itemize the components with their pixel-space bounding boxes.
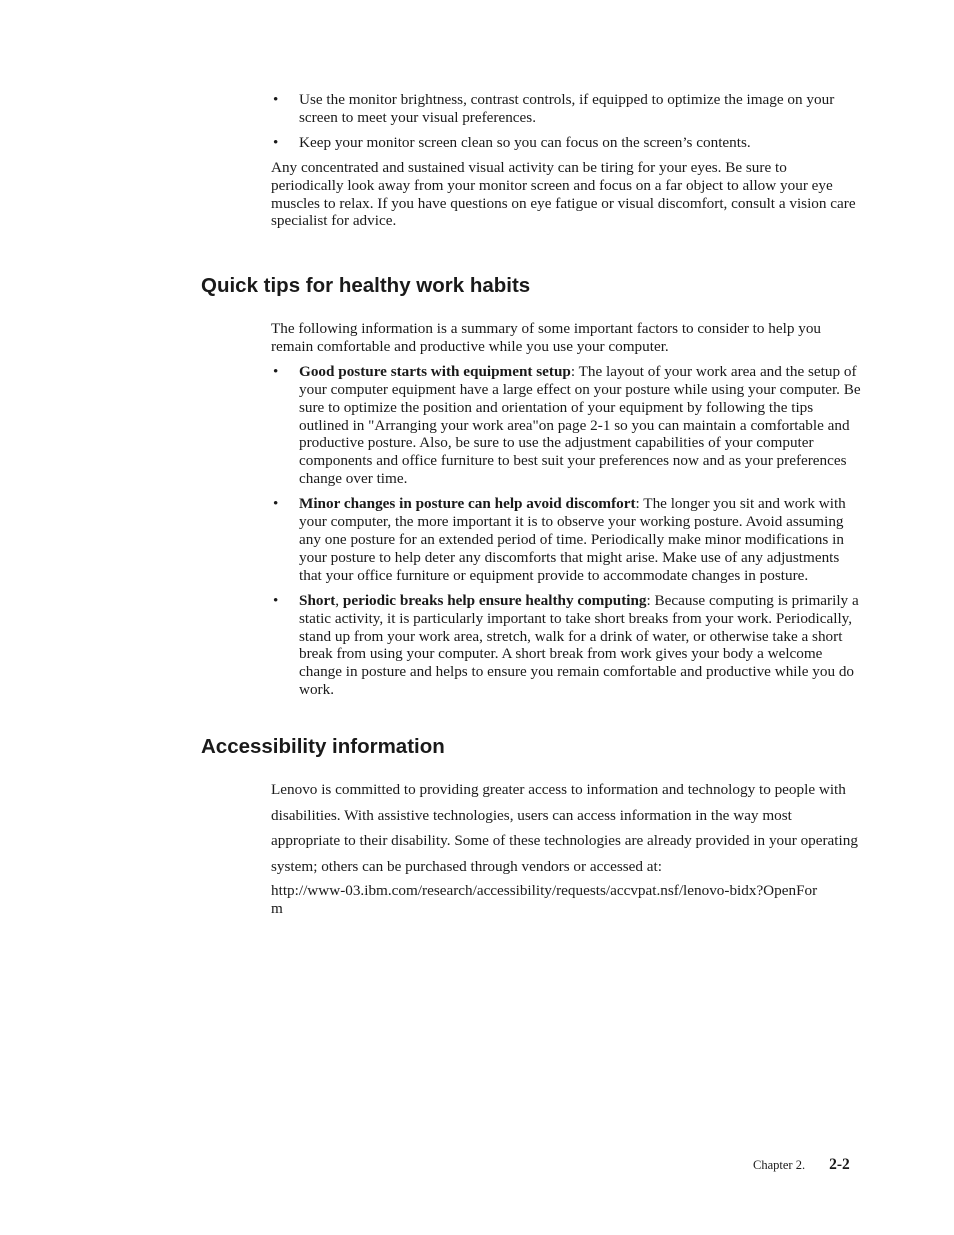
list-item-text: : The layout of your work area and the setup of your computer equipment have a large effect on your posture while using your computer. Be sure to optimize the position and orientation of your equipment by following the tips outlined in "Arranging your work area"on page 2-1 so you can maintain a comfortable and productive posture. Also, be sure to use the adjustment capabilities of your computer components and office furniture to best suit your preferences now and as your preferences change over time.	[299, 362, 861, 488]
footer-chapter: Chapter 2.	[753, 1158, 806, 1172]
list-item	[271, 134, 861, 152]
list-item	[271, 363, 861, 488]
bullet-glyph: •	[273, 495, 279, 513]
work-habits-block	[271, 320, 861, 699]
list-item	[271, 495, 861, 585]
eye-fatigue-paragraph: Any concentrated and sustained visual activity can be tiring for your eyes. Be sure to periodically look away from your monitor screen and focus on a far object to allow your eye muscles to relax. If you have questions on eye fatigue or visual discomfort, consult a vision care specialist for advice.	[271, 158, 856, 230]
work-habits-list	[271, 363, 861, 699]
accessibility-url: http://www-03.ibm.com/research/accessibility/requests/accvpat.nsf/lenovo-bidx?OpenForm	[271, 882, 818, 918]
list-item-title: Short	[299, 591, 336, 609]
list-item-title: Minor changes in posture can help avoid discomfort	[299, 495, 636, 513]
list-item-text: : Because computing is primarily a static activity, it is particularly important to take short breaks from your work. Periodically, stand up from your work area, stretch, walk for a drink of water, or otherwise take a short break from using your computer. A short break from work gives your body a welcome change in posture and helps to ensure you remain comfortable and productive while you do work.	[299, 591, 859, 699]
bullet-glyph: •	[273, 362, 279, 380]
list-item-separator: ,	[335, 591, 343, 609]
list-item-text: : The longer you sit and work with your computer, the more important it is to observe your working posture. Avoid assuming any one posture for an extended period of time. Periodically make minor modifications in your posture to help deter any discomforts that might arise. Make use of any adjustments that your office furniture or equipment provide to accommodate changes in posture.	[299, 495, 846, 584]
page-footer	[753, 1156, 850, 1174]
list-item-text: Keep your monitor screen clean so you can focus on the screen’s contents.	[299, 133, 751, 151]
list-item	[271, 592, 861, 699]
list-item-text: Use the monitor brightness, contrast controls, if equipped to optimize the image on your screen to meet your visual preferences.	[299, 91, 835, 126]
list-item-title-continued: periodic breaks help ensure healthy computing	[342, 591, 647, 609]
accessibility-block	[271, 777, 861, 918]
bullet-glyph: •	[273, 133, 279, 151]
bullet-glyph: •	[273, 591, 279, 609]
bullet-glyph: •	[273, 91, 279, 108]
work-habits-intro: The following information is a summary of some important factors to consider to help you remain comfortable and productive while you use your computer.	[271, 320, 822, 355]
list-item-title: Good posture starts with equipment setup	[299, 362, 571, 380]
footer-page-number: 2-2	[829, 1156, 850, 1173]
list-item	[271, 91, 861, 127]
monitor-tips-block	[271, 91, 861, 230]
section-heading-work-habits: Quick tips for healthy work habits	[201, 274, 531, 297]
accessibility-paragraph: Lenovo is committed to providing greater access to information and technology to people with disabilities. With assistive technologies, users can access information in the way most appropriate to their disability. Some of these technologies are already provided in your operating system; others can be purchased through vendors or accessed at:	[271, 781, 858, 875]
section-heading-accessibility: Accessibility information	[201, 735, 445, 758]
monitor-tips-list	[271, 91, 861, 152]
